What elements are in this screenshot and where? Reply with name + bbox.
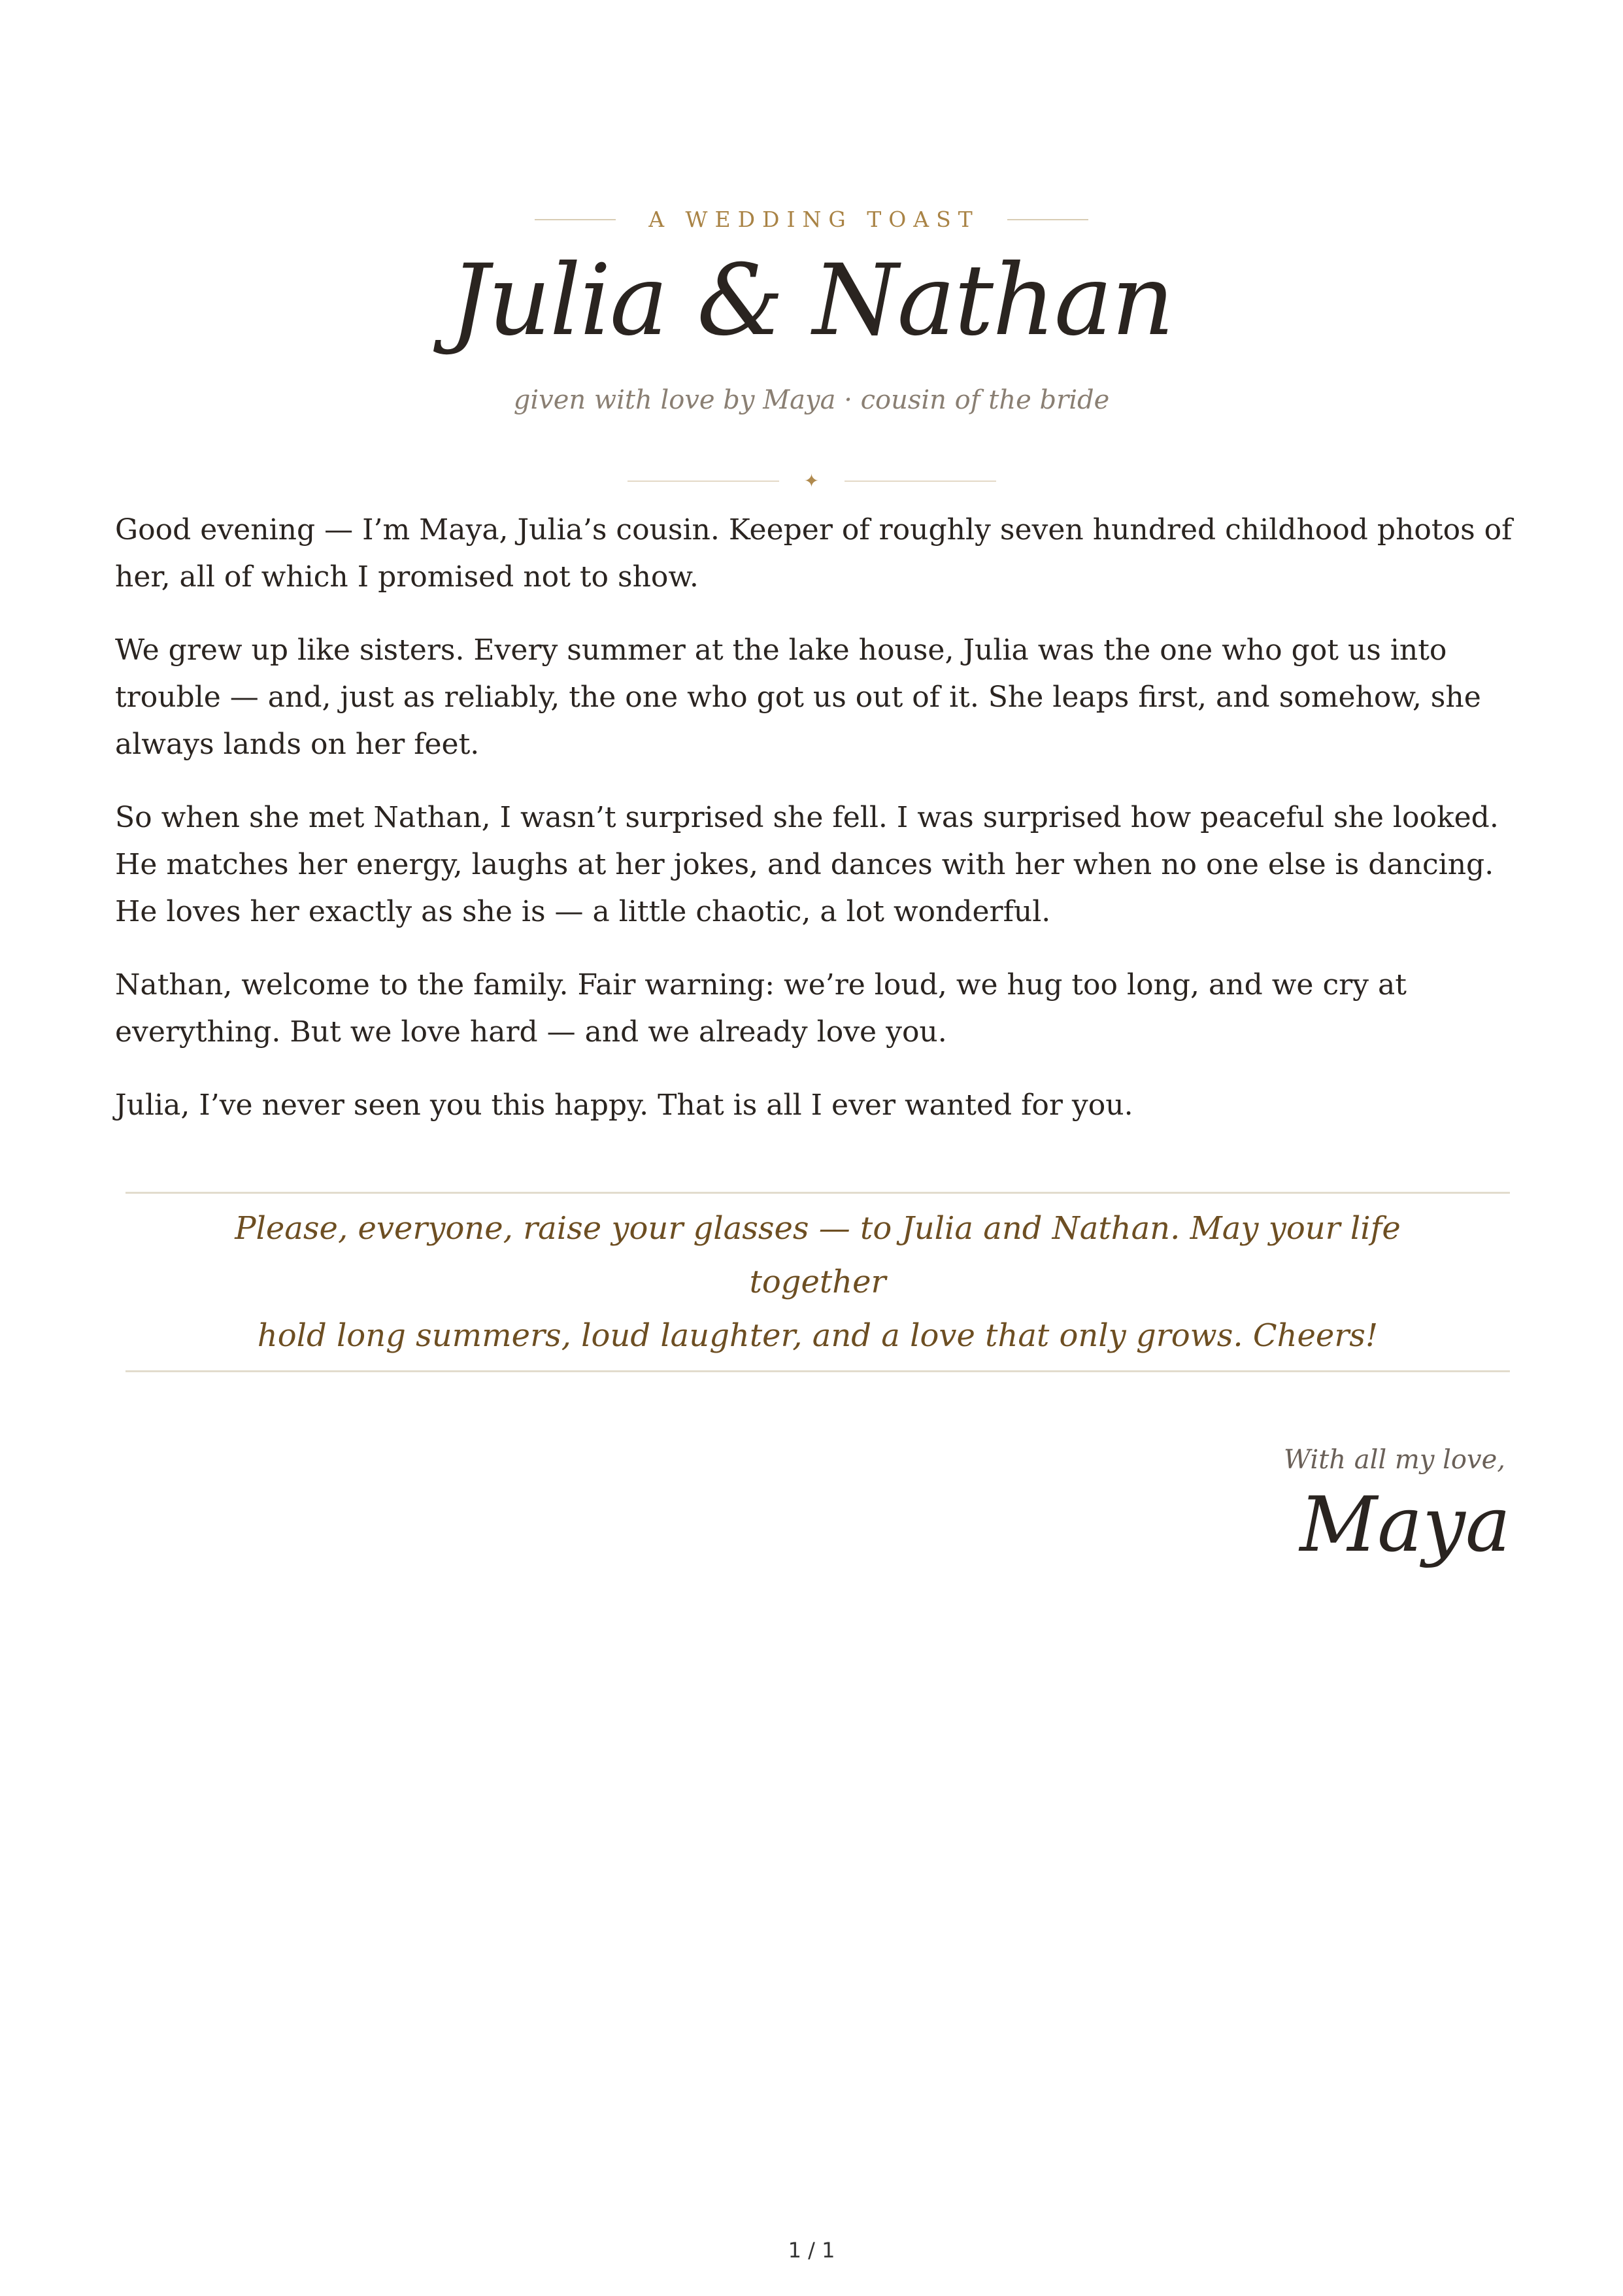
eyebrow-right-rule xyxy=(1007,219,1088,220)
signature: Maya xyxy=(1299,1481,1511,1569)
page-number: 1 / 1 xyxy=(788,2238,835,2263)
ornament-divider xyxy=(0,469,1623,493)
ornament-right-rule xyxy=(845,481,996,482)
raise-glasses-callout xyxy=(125,1192,1510,1372)
subtitle: given with love by Maya · cousin of the bride xyxy=(513,385,1110,415)
eyebrow-row xyxy=(0,204,1623,235)
sign-off: With all my love, xyxy=(1283,1445,1505,1475)
callout-line-1: Please, everyone, raise your glasses — to Julia and Nathan. May your life together xyxy=(235,1210,1401,1300)
toast-body xyxy=(115,507,1517,1155)
page-title: Julia & Nathan xyxy=(450,244,1173,358)
paragraph-childhood: We grew up like sisters. Every summer at the lake house, Julia was the one who got us into trouble — and, just as reliably, the one who got us out of it. She leaps first, and somehow, she always lands on her feet. xyxy=(115,633,1481,761)
callout-line-2: hold long summers, loud laughter, and a love that only grows. Cheers! xyxy=(257,1317,1379,1354)
eyebrow-left-rule xyxy=(535,219,616,220)
eyebrow-label: A WEDDING TOAST xyxy=(648,207,980,232)
paragraph-to-julia: Julia, I’ve never seen you this happy. That is all I ever wanted for you. xyxy=(115,1089,1133,1122)
four-point-star-icon: ✦ xyxy=(803,470,820,492)
paragraph-greeting: Good evening — I’m Maya, Julia’s cousin. Keeper of roughly seven hundred childhood photos of her, all of which I promised not to show. xyxy=(115,513,1513,594)
callout-text xyxy=(164,1202,1471,1362)
ornament-left-rule xyxy=(627,481,779,482)
paragraph-meeting-nathan: So when she met Nathan, I wasn’t surprised she fell. I was surprised how peaceful she looked. He matches her energy, laughs at her jokes, and dances with her when no one else is dancing. He loves her exactly as she is — a little chaotic, a lot wonderful. xyxy=(115,801,1499,928)
paragraph-welcome-nathan: Nathan, welcome to the family. Fair warning: we’re loud, we hug too long, and we cry at everything. But we love hard — and we already love you. xyxy=(115,968,1407,1049)
